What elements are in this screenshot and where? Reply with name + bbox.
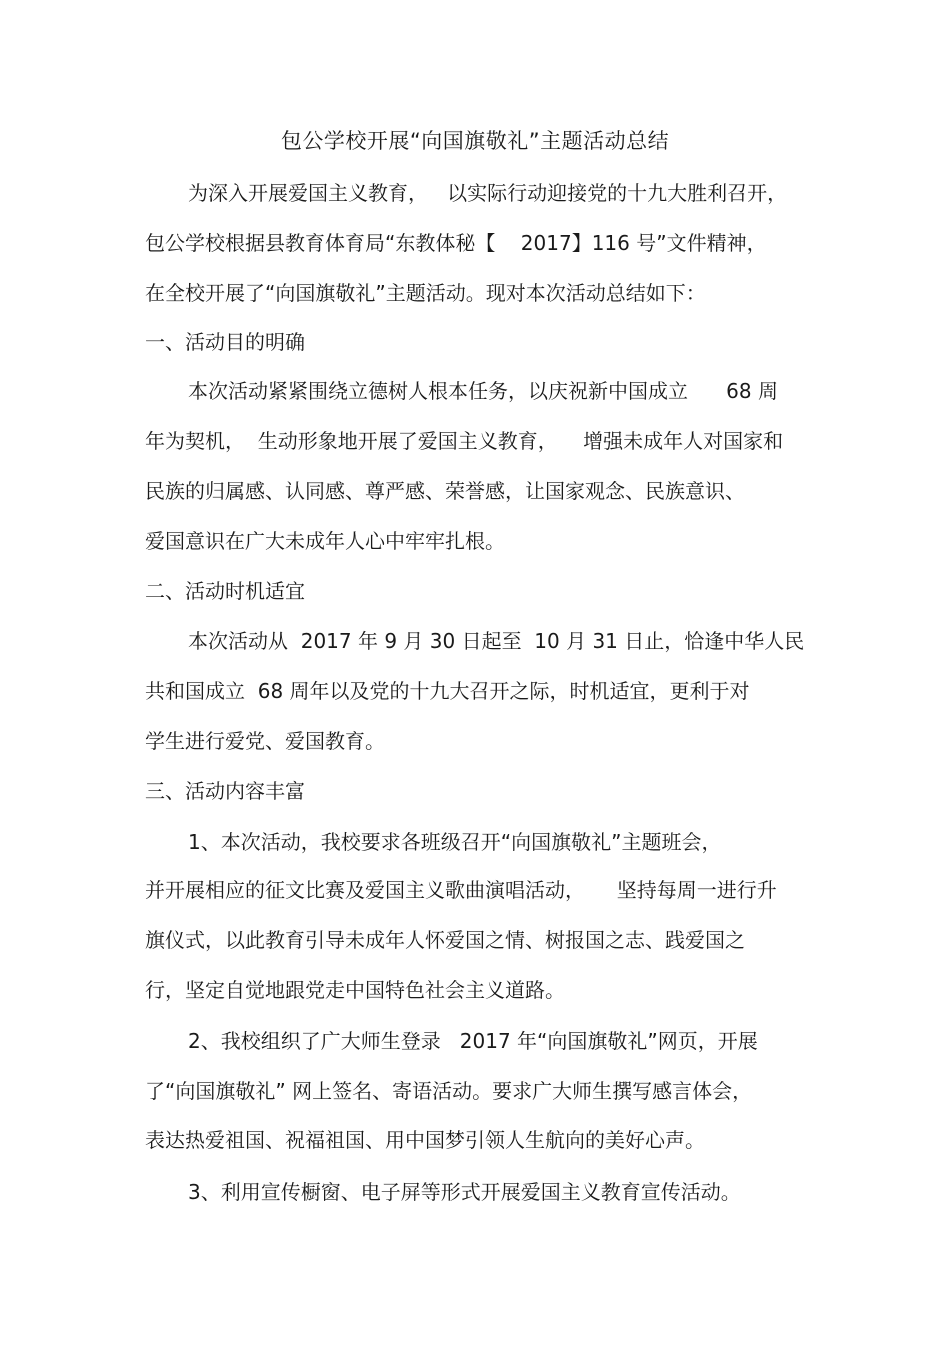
paragraph-intro-line-2: 包公学校根据县教育体育局“东教体秘【 2017】116 号”文件精神， xyxy=(145,231,767,255)
item-3-line-1: 3、利用宣传橱窗、电子屏等形式开展爱国主义教育宣传活动。 xyxy=(188,1180,741,1204)
item-2-line-3: 表达热爱祖国、祝福祖国、用中国梦引领人生航向的美好心声。 xyxy=(145,1128,705,1152)
section-heading-1: 一、活动目的明确 xyxy=(145,330,305,354)
section-heading-3: 三、活动内容丰富 xyxy=(145,779,305,803)
item-1-line-1: 1、本次活动，我校要求各班级召开“向国旗敬礼”主题班会， xyxy=(188,830,722,854)
section-1-line-1: 本次活动紧紧围绕立德树人根本任务，以庆祝新中国成立 68 周 xyxy=(188,379,778,403)
document-title: 包公学校开展“向国旗敬礼”主题活动总结 xyxy=(280,129,670,153)
paragraph-intro-line-3: 在全校开展了“向国旗敬礼”主题活动。现对本次活动总结如下： xyxy=(145,281,706,305)
item-1-line-2: 并开展相应的征文比赛及爱国主义歌曲演唱活动， 坚持每周一进行升 xyxy=(145,878,777,902)
section-1-line-3: 民族的归属感、认同感、尊严感、荣誉感，让国家观念、民族意识、 xyxy=(145,479,745,503)
section-2-line-1: 本次活动从 2017 年 9 月 30 日起至 10 月 31 日止，恰逢中华人民 xyxy=(188,629,805,653)
item-2-line-2: 了“向国旗敬礼” 网上签名、寄语活动。要求广大师生撰写感言体会， xyxy=(145,1079,753,1103)
item-1-line-4: 行，坚定自觉地跟党走中国特色社会主义道路。 xyxy=(145,978,565,1002)
item-2-line-1: 2、我校组织了广大师生登录 2017 年“向国旗敬礼”网页，开展 xyxy=(188,1029,758,1053)
section-2-line-2: 共和国成立 68 周年以及党的十九大召开之际，时机适宜，更利于对 xyxy=(145,679,750,703)
section-1-line-4: 爱国意识在广大未成年人心中牢牢扎根。 xyxy=(145,529,505,553)
section-2-line-3: 学生进行爱党、爱国教育。 xyxy=(145,729,385,753)
section-heading-2: 二、活动时机适宜 xyxy=(145,579,305,603)
section-1-line-2: 年为契机， 生动形象地开展了爱国主义教育， 增强未成年人对国家和 xyxy=(145,429,784,453)
item-1-line-3: 旗仪式，以此教育引导未成年人怀爱国之情、树报国之志、践爱国之 xyxy=(145,928,745,952)
paragraph-intro-line-1: 为深入开展爱国主义教育， 以实际行动迎接党的十九大胜利召开， xyxy=(188,181,788,205)
